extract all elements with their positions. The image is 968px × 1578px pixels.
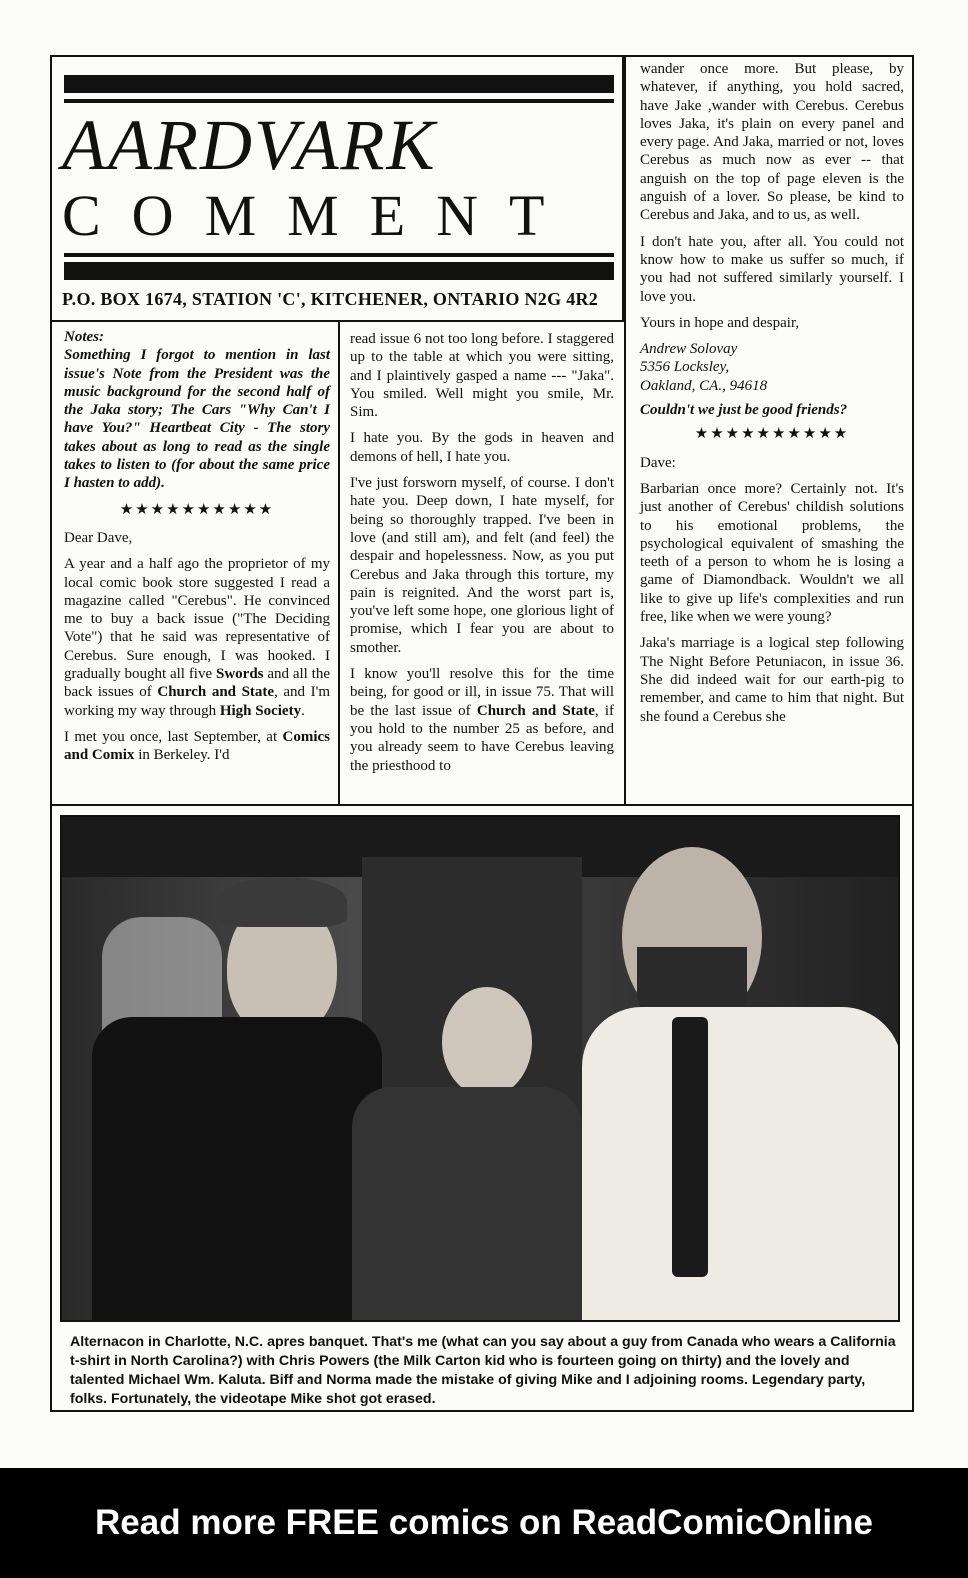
reply-salutation: Dave:: [640, 454, 676, 471]
letter-paragraph: I hate you. By the gods in heaven and demons of hell, I hate you.: [350, 430, 614, 465]
column-1: [64, 328, 330, 773]
promo-banner[interactable]: Read more FREE comics on ReadComicOnline: [0, 1468, 968, 1578]
signature-city: Oakland, CA., 94618: [640, 377, 768, 394]
masthead-title: AARDVARK: [62, 105, 437, 185]
reply-paragraph: Jaka's marriage is a logical step following The Night Before Petuniacon, in issue 36. She did indeed wait for our earth-pig to remember, and came to him that night. But she found a Cerebus she: [640, 635, 904, 725]
letter-closing: Yours in hope and despair,: [640, 314, 800, 331]
group-photo: [60, 815, 900, 1322]
masthead-top-bar: [64, 75, 614, 93]
section-divider: [52, 804, 912, 806]
letter-paragraph: I know you'll resolve this for the time being, for good or ill, in issue 75. That will be the last issue of Church and State, if you hold to the number 25 as before, and you already seem to have Cerebus leaving the priesthood to: [350, 666, 614, 774]
person-center-head: [442, 987, 532, 1097]
person-right-tie: [672, 1017, 708, 1277]
masthead: [52, 57, 624, 322]
masthead-bottom-bar: [64, 262, 614, 280]
letter-paragraph: I met you once, last September, at Comics and Comix in Berkeley. I'd: [64, 728, 330, 764]
notes-body: Something I forgot to mention in last issue's Note from the President was the music background for the second half of the Jaka story; The Cars "Why Can't I have You?" Heartbeat City - The story takes about as long to read as the single takes to listen to (for about the same price I hasten to add).: [64, 347, 330, 492]
person-center-body: [352, 1087, 582, 1322]
column-3: [640, 60, 904, 734]
letter-paragraph: I've just forsworn myself, of course. I don't hate you. Deep down, I hate myself, for being so thoroughly trapped. I've been in love (and still am), and felt (and feel) the despair and hopelessness. Now, as you put Cerebus and Jaka through this torture, my pain is reignited. And the worst part is, you've left some hope, one glorious light of promise, which I fear you are about to smother.: [350, 475, 614, 656]
signature-street: 5356 Locksley,: [640, 359, 730, 376]
star-divider: ★★★★★★★★★★: [119, 501, 275, 518]
person-right-shirt: [582, 1007, 900, 1322]
column-2: [350, 330, 614, 783]
reply-tagline: Couldn't we just be good friends?: [640, 402, 848, 419]
column-divider: [624, 57, 626, 806]
letter-paragraph: A year and a half ago the proprietor of my local comic book store suggested I read a magazine called "Cerebus". He convinced me to buy a back issue ("The Deciding Vote") that he said was representative of Cerebus. Sure enough, I was hooked. I gradually bought all five Swords and all the back issues of Church and State, and I'm working my way through High Society.: [64, 556, 330, 719]
masthead-top-rule: [64, 99, 614, 103]
person-left-body: [92, 1017, 382, 1322]
signature-name: Andrew Solovay: [640, 341, 738, 358]
person-left-hair: [217, 877, 347, 927]
reply-paragraph: Barbarian once more? Certainly not. It's just another of Cerebus' childish solutions to his emotional problems, the psychological equivalent of smashing the teeth of a person to whom he is losing a game of Diamondback. Wouldn't we all like to give up life's complexities and run free, like when we were young?: [640, 480, 904, 626]
letter-paragraph: wander once more. But please, by whatever, if anything, you hold sacred, have Jake ,wander with Cerebus. Cerebus loves Jaka, it's plain on every panel and every page. And Jaka, married or not, loves Cerebus as much now as ever -- that anguish on the top of page eleven is the anguish of a lover. So please, be kind to Cerebus and Jaka, and to us, as well.: [640, 61, 904, 224]
letter-paragraph: I don't hate you, after all. You could not know how to make us suffer so much, if you had not suffered similarly yourself. I love you.: [640, 233, 904, 305]
letter-paragraph: read issue 6 not too long before. I staggered up to the table at which you were sitting, and I plaintively gasped a name --- "Jaka". You smiled. Well might you smile, Mr. Sim.: [350, 331, 614, 421]
letter-salutation: Dear Dave,: [64, 529, 133, 546]
column-divider: [338, 320, 340, 806]
star-divider: ★★★★★★★★★★: [694, 426, 850, 443]
masthead-bottom-rule: [64, 253, 614, 257]
photo-caption: Alternacon in Charlotte, N.C. apres banquet. That's me (what can you say about a guy from Canada who wears a California t-shirt in North Carolina?) with Chris Powers (the Milk Carton kid who is fourteen going on thirty) and the lovely and talented Michael Wm. Kaluta. Biff and Norma made the mistake of giving Mike and I adjoining rooms. Legendary party, folks. Fortunately, the videotape Mike shot got erased.: [70, 1334, 896, 1407]
masthead-subtitle: COMMENT: [62, 183, 576, 248]
mailing-address: P.O. BOX 1674, STATION 'C', KITCHENER, ONTARIO N2G 4R2: [62, 289, 599, 309]
notes-heading: Notes:: [64, 329, 104, 345]
